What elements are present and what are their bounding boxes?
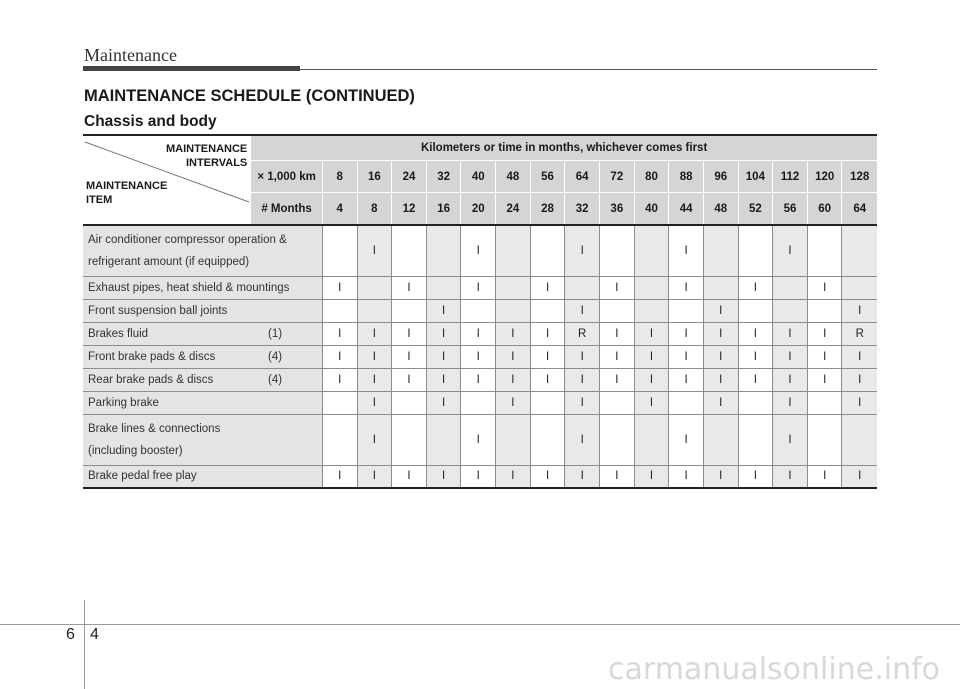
page-title: MAINTENANCE SCHEDULE (CONTINUED) [84, 87, 415, 105]
schedule-cell [565, 276, 600, 299]
schedule-cell: I [600, 322, 635, 345]
schedule-cell: I [426, 368, 461, 391]
months-value: 60 [807, 193, 842, 226]
schedule-cell: I [669, 345, 704, 368]
schedule-cell [322, 414, 357, 465]
schedule-cell: I [807, 345, 842, 368]
schedule-cell: I [357, 368, 392, 391]
schedule-cell: I [842, 345, 877, 368]
schedule-cell: I [357, 465, 392, 488]
schedule-cell: I [357, 391, 392, 414]
schedule-cell: I [669, 414, 704, 465]
schedule-cell [530, 299, 565, 322]
km-value: 104 [738, 161, 773, 193]
schedule-cell [773, 299, 808, 322]
schedule-cell: I [426, 322, 461, 345]
watermark: carmanualsonline.info [608, 652, 940, 687]
corner-label-item: ITEM [86, 194, 113, 206]
schedule-cell: I [842, 299, 877, 322]
schedule-cell [496, 299, 531, 322]
footer-rule [0, 624, 960, 625]
km-value: 48 [496, 161, 531, 193]
schedule-cell: I [807, 322, 842, 345]
schedule-cell: I [461, 322, 496, 345]
schedule-cell [426, 414, 461, 465]
item-label: Air conditioner compressor operation & [88, 233, 287, 246]
schedule-cell [357, 276, 392, 299]
table-row [83, 368, 877, 391]
table-row [83, 414, 877, 465]
schedule-cell [392, 225, 427, 276]
months-label: # Months [251, 193, 322, 226]
schedule-cell: I [530, 322, 565, 345]
schedule-cell [600, 225, 635, 276]
schedule-cell: I [461, 345, 496, 368]
months-value: 64 [842, 193, 877, 226]
months-value: 32 [565, 193, 600, 226]
schedule-cell [703, 276, 738, 299]
schedule-cell [634, 414, 669, 465]
schedule-cell [703, 225, 738, 276]
schedule-cell: I [842, 368, 877, 391]
schedule-cell: I [703, 391, 738, 414]
corner-label-maintenance: MAINTENANCE [165, 143, 248, 155]
item-label: Exhaust pipes, heat shield & mountings [88, 281, 290, 294]
table-row [83, 276, 877, 299]
schedule-cell [600, 299, 635, 322]
schedule-cell: I [669, 465, 704, 488]
months-value: 40 [634, 193, 669, 226]
schedule-cell [530, 225, 565, 276]
item-cell [83, 322, 322, 345]
schedule-cell: I [426, 345, 461, 368]
schedule-cell: I [322, 345, 357, 368]
schedule-cell: I [738, 368, 773, 391]
schedule-cell: I [392, 345, 427, 368]
corner-label-intervals: INTERVALS [185, 157, 248, 169]
schedule-cell [426, 276, 461, 299]
schedule-cell: I [530, 465, 565, 488]
schedule-cell: I [461, 225, 496, 276]
item-cell [83, 225, 322, 276]
section-subtitle: Chassis and body [84, 113, 217, 130]
item-cell [83, 465, 322, 488]
item-label: Rear brake pads & discs [88, 373, 214, 386]
km-value: 112 [773, 161, 808, 193]
schedule-cell: I [738, 276, 773, 299]
months-value: 20 [461, 193, 496, 226]
schedule-cell: R [842, 322, 877, 345]
schedule-cell: I [357, 414, 392, 465]
schedule-cell [600, 391, 635, 414]
table-row [83, 299, 877, 322]
schedule-cell [322, 225, 357, 276]
item-label: Front brake pads & discs [88, 350, 216, 363]
schedule-cell: I [703, 322, 738, 345]
schedule-cell: I [703, 465, 738, 488]
schedule-cell [634, 225, 669, 276]
schedule-cell: I [530, 368, 565, 391]
km-value: 96 [703, 161, 738, 193]
schedule-cell [842, 276, 877, 299]
schedule-cell: I [565, 465, 600, 488]
table-row [83, 322, 877, 345]
schedule-cell: I [634, 368, 669, 391]
km-value: 16 [357, 161, 392, 193]
schedule-cell [738, 225, 773, 276]
schedule-cell [669, 391, 704, 414]
schedule-cell: I [634, 345, 669, 368]
item-label: Brake pedal free play [88, 470, 197, 483]
schedule-cell: I [565, 414, 600, 465]
schedule-cell: I [703, 345, 738, 368]
schedule-cell [807, 299, 842, 322]
schedule-cell: I [392, 465, 427, 488]
schedule-cell [842, 225, 877, 276]
schedule-cell: I [807, 465, 842, 488]
schedule-cell: I [461, 465, 496, 488]
schedule-cell [392, 299, 427, 322]
schedule-cell: I [565, 391, 600, 414]
schedule-cell: I [461, 368, 496, 391]
schedule-cell: I [842, 465, 877, 488]
months-value: 8 [357, 193, 392, 226]
item-label: Parking brake [88, 396, 159, 409]
schedule-cell [807, 414, 842, 465]
schedule-cell [322, 299, 357, 322]
schedule-cell [634, 276, 669, 299]
table-row [83, 465, 877, 488]
schedule-cell [703, 414, 738, 465]
item-note: (1) [268, 327, 283, 340]
schedule-cell: I [600, 345, 635, 368]
km-value: 24 [392, 161, 427, 193]
item-label: (including booster) [88, 444, 183, 457]
schedule-cell [496, 276, 531, 299]
schedule-cell: I [600, 276, 635, 299]
schedule-cell: I [669, 368, 704, 391]
schedule-cell [392, 391, 427, 414]
schedule-cell: I [461, 276, 496, 299]
interval-header: Kilometers or time in months, whichever comes first [251, 135, 877, 161]
months-value: 12 [392, 193, 427, 226]
schedule-cell: I [392, 276, 427, 299]
schedule-cell: I [807, 368, 842, 391]
schedule-cell: I [773, 322, 808, 345]
header-rule-thick [83, 66, 300, 71]
table-row [83, 345, 877, 368]
schedule-cell: I [357, 345, 392, 368]
schedule-cell: I [322, 322, 357, 345]
schedule-cell [634, 299, 669, 322]
km-value: 88 [669, 161, 704, 193]
schedule-cell [322, 391, 357, 414]
schedule-cell: I [357, 322, 392, 345]
schedule-cell [530, 391, 565, 414]
schedule-cell: I [496, 465, 531, 488]
schedule-cell: I [738, 322, 773, 345]
schedule-cell: I [357, 225, 392, 276]
schedule-cell: I [600, 465, 635, 488]
schedule-cell [461, 391, 496, 414]
item-cell [83, 276, 322, 299]
schedule-cell: I [773, 414, 808, 465]
schedule-cell: I [322, 368, 357, 391]
schedule-cell: I [565, 368, 600, 391]
item-label: Brake lines & connections [88, 422, 221, 435]
schedule-cell: I [600, 368, 635, 391]
schedule-cell: I [496, 322, 531, 345]
km-value: 128 [842, 161, 877, 193]
schedule-cell: I [703, 368, 738, 391]
schedule-cell [357, 299, 392, 322]
schedule-cell: I [565, 299, 600, 322]
schedule-cell [842, 414, 877, 465]
months-value: 28 [530, 193, 565, 226]
item-cell [83, 391, 322, 414]
header-rule-thin [300, 69, 877, 70]
schedule-cell [669, 299, 704, 322]
km-value: 40 [461, 161, 496, 193]
schedule-cell: I [530, 276, 565, 299]
schedule-cell [738, 299, 773, 322]
km-value: 56 [530, 161, 565, 193]
item-cell [83, 299, 322, 322]
item-cell [83, 345, 322, 368]
schedule-cell: I [738, 465, 773, 488]
schedule-cell: I [322, 465, 357, 488]
schedule-cell: I [773, 465, 808, 488]
schedule-cell: I [426, 391, 461, 414]
item-label: refrigerant amount (if equipped) [88, 255, 250, 268]
months-value: 36 [600, 193, 635, 226]
schedule-cell: I [496, 391, 531, 414]
table-row [83, 391, 877, 414]
schedule-cell: I [807, 276, 842, 299]
schedule-cell [807, 225, 842, 276]
months-value: 48 [703, 193, 738, 226]
schedule-cell: I [842, 391, 877, 414]
schedule-cell [496, 414, 531, 465]
section-header: Maintenance [84, 45, 177, 65]
months-value: 44 [669, 193, 704, 226]
schedule-cell: I [565, 345, 600, 368]
item-note: (4) [268, 373, 283, 386]
schedule-cell: I [426, 299, 461, 322]
schedule-cell: I [669, 276, 704, 299]
schedule-cell: I [530, 345, 565, 368]
schedule-cell [738, 414, 773, 465]
schedule-cell: I [426, 465, 461, 488]
km-value: 64 [565, 161, 600, 193]
schedule-cell: I [634, 322, 669, 345]
schedule-cell: I [738, 345, 773, 368]
item-label: Front suspension ball joints [88, 304, 228, 317]
km-value: 80 [634, 161, 669, 193]
schedule-cell: R [565, 322, 600, 345]
schedule-cell: I [634, 391, 669, 414]
schedule-cell: I [773, 225, 808, 276]
schedule-cell [773, 276, 808, 299]
item-note: (4) [268, 350, 283, 363]
schedule-cell: I [392, 368, 427, 391]
corner-label-maintenance-item: MAINTENANCE [86, 180, 168, 192]
page-number: 4 [90, 626, 99, 643]
schedule-cell: I [634, 465, 669, 488]
schedule-cell: I [392, 322, 427, 345]
months-value: 56 [773, 193, 808, 226]
schedule-cell [738, 391, 773, 414]
item-cell [83, 368, 322, 391]
schedule-cell: I [322, 276, 357, 299]
schedule-cell [496, 225, 531, 276]
schedule-cell: I [703, 299, 738, 322]
table-corner-cell [83, 135, 251, 225]
km-value: 72 [600, 161, 635, 193]
schedule-cell: I [461, 414, 496, 465]
km-value: 8 [322, 161, 357, 193]
schedule-cell: I [496, 368, 531, 391]
chapter-number: 6 [66, 626, 75, 643]
km-label: × 1,000 km [251, 161, 322, 193]
schedule-cell: I [496, 345, 531, 368]
months-value: 24 [496, 193, 531, 226]
schedule-cell [530, 414, 565, 465]
km-value: 120 [807, 161, 842, 193]
schedule-cell: I [565, 225, 600, 276]
schedule-cell: I [669, 225, 704, 276]
schedule-cell: I [773, 345, 808, 368]
table-row [83, 225, 877, 276]
months-value: 4 [322, 193, 357, 226]
schedule-cell: I [773, 391, 808, 414]
footer-divider [84, 600, 85, 689]
schedule-cell [461, 299, 496, 322]
schedule-cell: I [669, 322, 704, 345]
item-label: Brakes fluid [88, 327, 149, 340]
schedule-cell [807, 391, 842, 414]
months-value: 52 [738, 193, 773, 226]
schedule-cell [426, 225, 461, 276]
item-cell [83, 414, 322, 465]
schedule-cell [392, 414, 427, 465]
schedule-cell: I [773, 368, 808, 391]
schedule-cell [600, 414, 635, 465]
km-value: 32 [426, 161, 461, 193]
maintenance-schedule-table [83, 134, 877, 489]
months-value: 16 [426, 193, 461, 226]
